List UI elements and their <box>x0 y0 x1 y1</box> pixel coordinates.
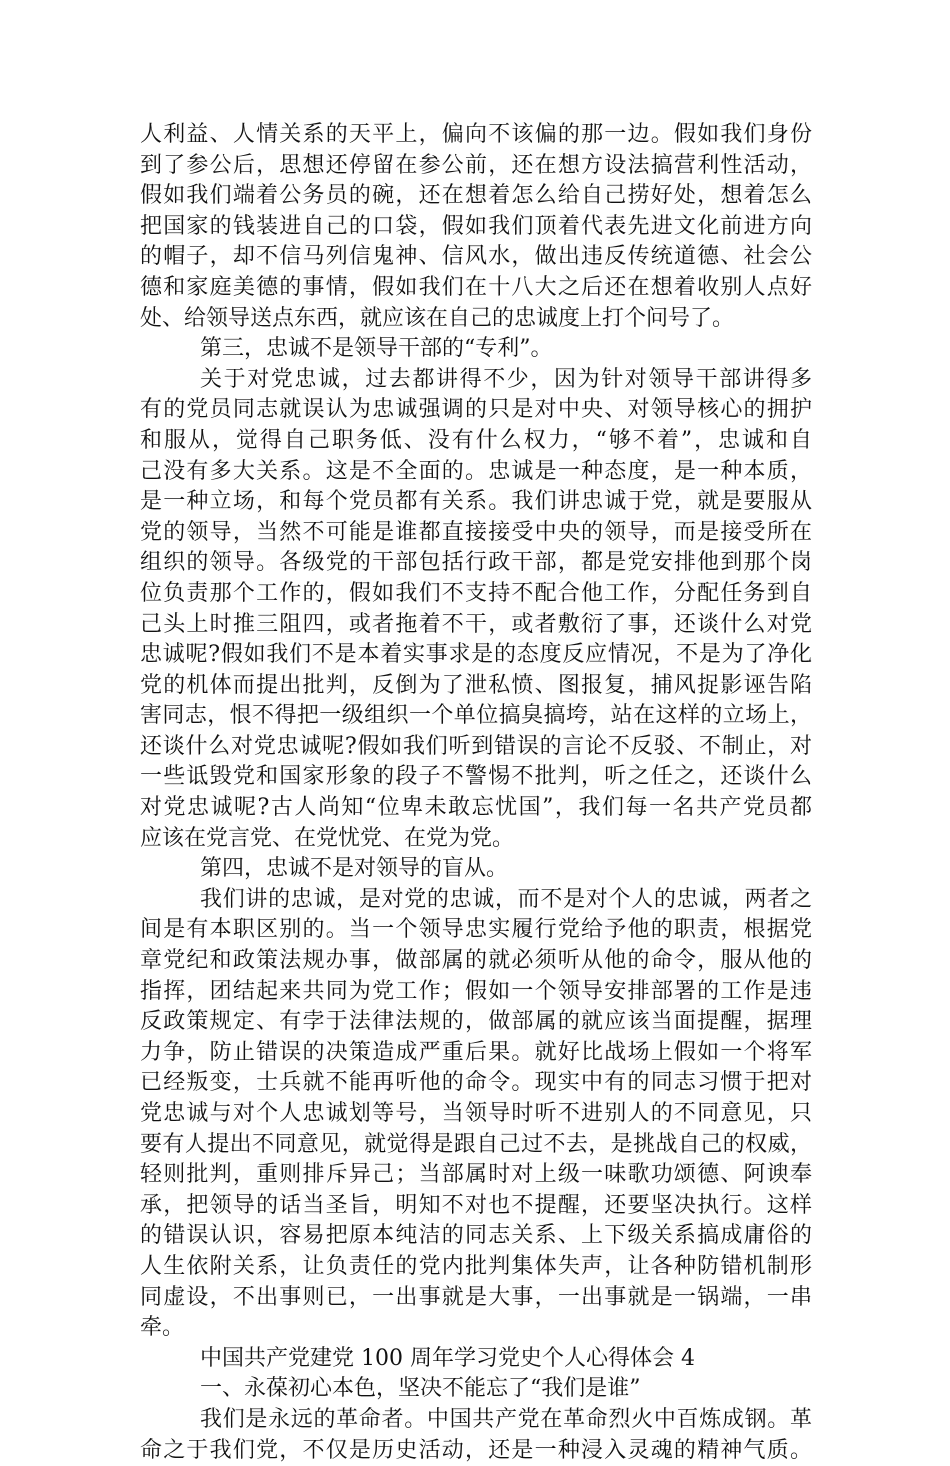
text-line: 党忠诚与对个人忠诚划等号，当领导时听不进别人的不同意见，只 <box>140 1101 812 1126</box>
text-line: 指挥，团结起来共同为党工作；假如一个领导安排部署的工作是违 <box>140 978 812 1004</box>
text-line: 力争，防止错误的决策造成严重后果。就好比战场上假如一个将军 <box>140 1039 812 1065</box>
text-line: 承，把领导的话当圣旨，明知不对也不提醒，还要坚决执行。这样 <box>140 1192 812 1218</box>
text-line: 中国共产党建党 100 周年学习党史个人心得体会 4 <box>200 1345 695 1371</box>
text-line: 忠诚呢?假如我们不是本着实事求是的态度反应情况，不是为了净化 <box>140 642 812 668</box>
text-line: 到了参公后，思想还停留在参公前，还在想方设法搞营利性活动， <box>140 152 812 178</box>
text-line: 牵。 <box>140 1315 185 1341</box>
text-line: 党的机体而提出批判，反倒为了泄私愤、图报复，捕风捉影诬告陷 <box>140 672 812 698</box>
text-line: 己头上时推三阻四，或者拖着不干，或者敷衍了事，还谈什么对党 <box>140 611 812 637</box>
text-line: 的错误认识，容易把原本纯洁的同志关系、上下级关系搞成庸俗的 <box>140 1223 812 1249</box>
text-line: 反政策规定、有孛于法律法规的，做部属的就应该当面提醒，据理 <box>140 1009 812 1035</box>
text-line: 一、永葆初心本色，坚决不能忘了“我们是谁” <box>200 1376 641 1402</box>
text-line: 组织的领导。各级党的干部包括行政干部，都是党安排他到那个岗 <box>140 550 812 576</box>
text-line: 把国家的钱装进自己的口袋，假如我们顶着代表先进文化前进方向 <box>140 213 812 239</box>
text-line: 已经叛变，士兵就不能再听他的命令。现实中有的同志习惯于把对 <box>140 1070 812 1096</box>
text-line: 我们是永远的革命者。中国共产党在革命烈火中百炼成钢。革 <box>200 1406 812 1432</box>
text-line: 间是有本职区别的。当一个领导忠实履行党给予他的职责，根据党 <box>140 917 812 943</box>
text-line: 的帽子，却不信马列信鬼神、信风水，做出违反传统道德、社会公 <box>140 244 812 270</box>
text-line: 人利益、人情关系的天平上，偏向不该偏的那一边。假如我们身份 <box>140 122 812 147</box>
text-line: 第四，忠诚不是对领导的盲从。 <box>200 856 509 882</box>
text-line: 和服从，觉得自己职务低、没有什么权力，“够不着”，忠诚和自 <box>140 427 812 453</box>
text-line: 还谈什么对党忠诚呢?假如我们听到错误的言论不反驳、不制止，对 <box>140 733 812 759</box>
text-line: 我们讲的忠诚，是对党的忠诚，而不是对个人的忠诚，两者之 <box>200 886 812 912</box>
text-line: 同虚设，不出事则已，一出事就是大事，一出事就是一锅端，一串 <box>140 1284 812 1310</box>
text-line: 命之于我们党，不仅是历史活动，还是一种浸入灵魂的精神气质。 <box>140 1437 812 1463</box>
text-line: 轻则批判，重则排斥异己；当部属时对上级一味歌功颂德、阿谀奉 <box>140 1162 812 1188</box>
text-line: 是一种立场，和每个党员都有关系。我们讲忠诚于党，就是要服从 <box>140 489 812 515</box>
text-line: 害同志，恨不得把一级组织一个单位搞臭搞垮，站在这样的立场上， <box>140 703 812 729</box>
text-line: 章党纪和政策法规办事，做部属的就必须听从他的命令，服从他的 <box>140 948 812 974</box>
text-line: 己没有多大关系。这是不全面的。忠诚是一种态度，是一种本质， <box>140 458 812 484</box>
text-line: 位负责那个工作的，假如我们不支持不配合他工作，分配任务到自 <box>140 580 812 606</box>
text-line: 党的领导，当然不可能是谁都直接接受中央的领导，而是接受所在 <box>140 519 812 545</box>
text-line: 处、给领导送点东西，就应该在自己的忠诚度上打个问号了。 <box>140 305 735 331</box>
text-line: 第三，忠诚不是领导干部的“专利”。 <box>200 336 553 362</box>
text-line: 关于对党忠诚，过去都讲得不少，因为针对领导干部讲得多 <box>200 366 812 392</box>
body-text <box>140 120 812 1466</box>
text-line: 德和家庭美德的事情，假如我们在十八大之后还在想着收别人点好 <box>140 274 812 300</box>
text-line: 要有人提出不同意见，就觉得是跟自己过不去，是挑战自己的权威， <box>140 1131 812 1157</box>
text-line: 一些诋毁党和国家形象的段子不警惕不批判，听之任之，还谈什么 <box>140 764 812 790</box>
text-line: 假如我们端着公务员的碗，还在想着怎么给自己捞好处，想着怎么 <box>140 183 812 209</box>
text-line: 有的党员同志就误认为忠诚强调的只是对中央、对领导核心的拥护 <box>140 397 812 423</box>
text-line: 人生依附关系，让负责任的党内批判集体失声，让各种防错机制形 <box>140 1253 812 1279</box>
text-line: 应该在党言党、在党忧党、在党为党。 <box>140 825 515 851</box>
text-line: 对党忠诚呢?古人尚知“位卑未敢忘忧国”，我们每一名共产党员都 <box>140 795 812 821</box>
